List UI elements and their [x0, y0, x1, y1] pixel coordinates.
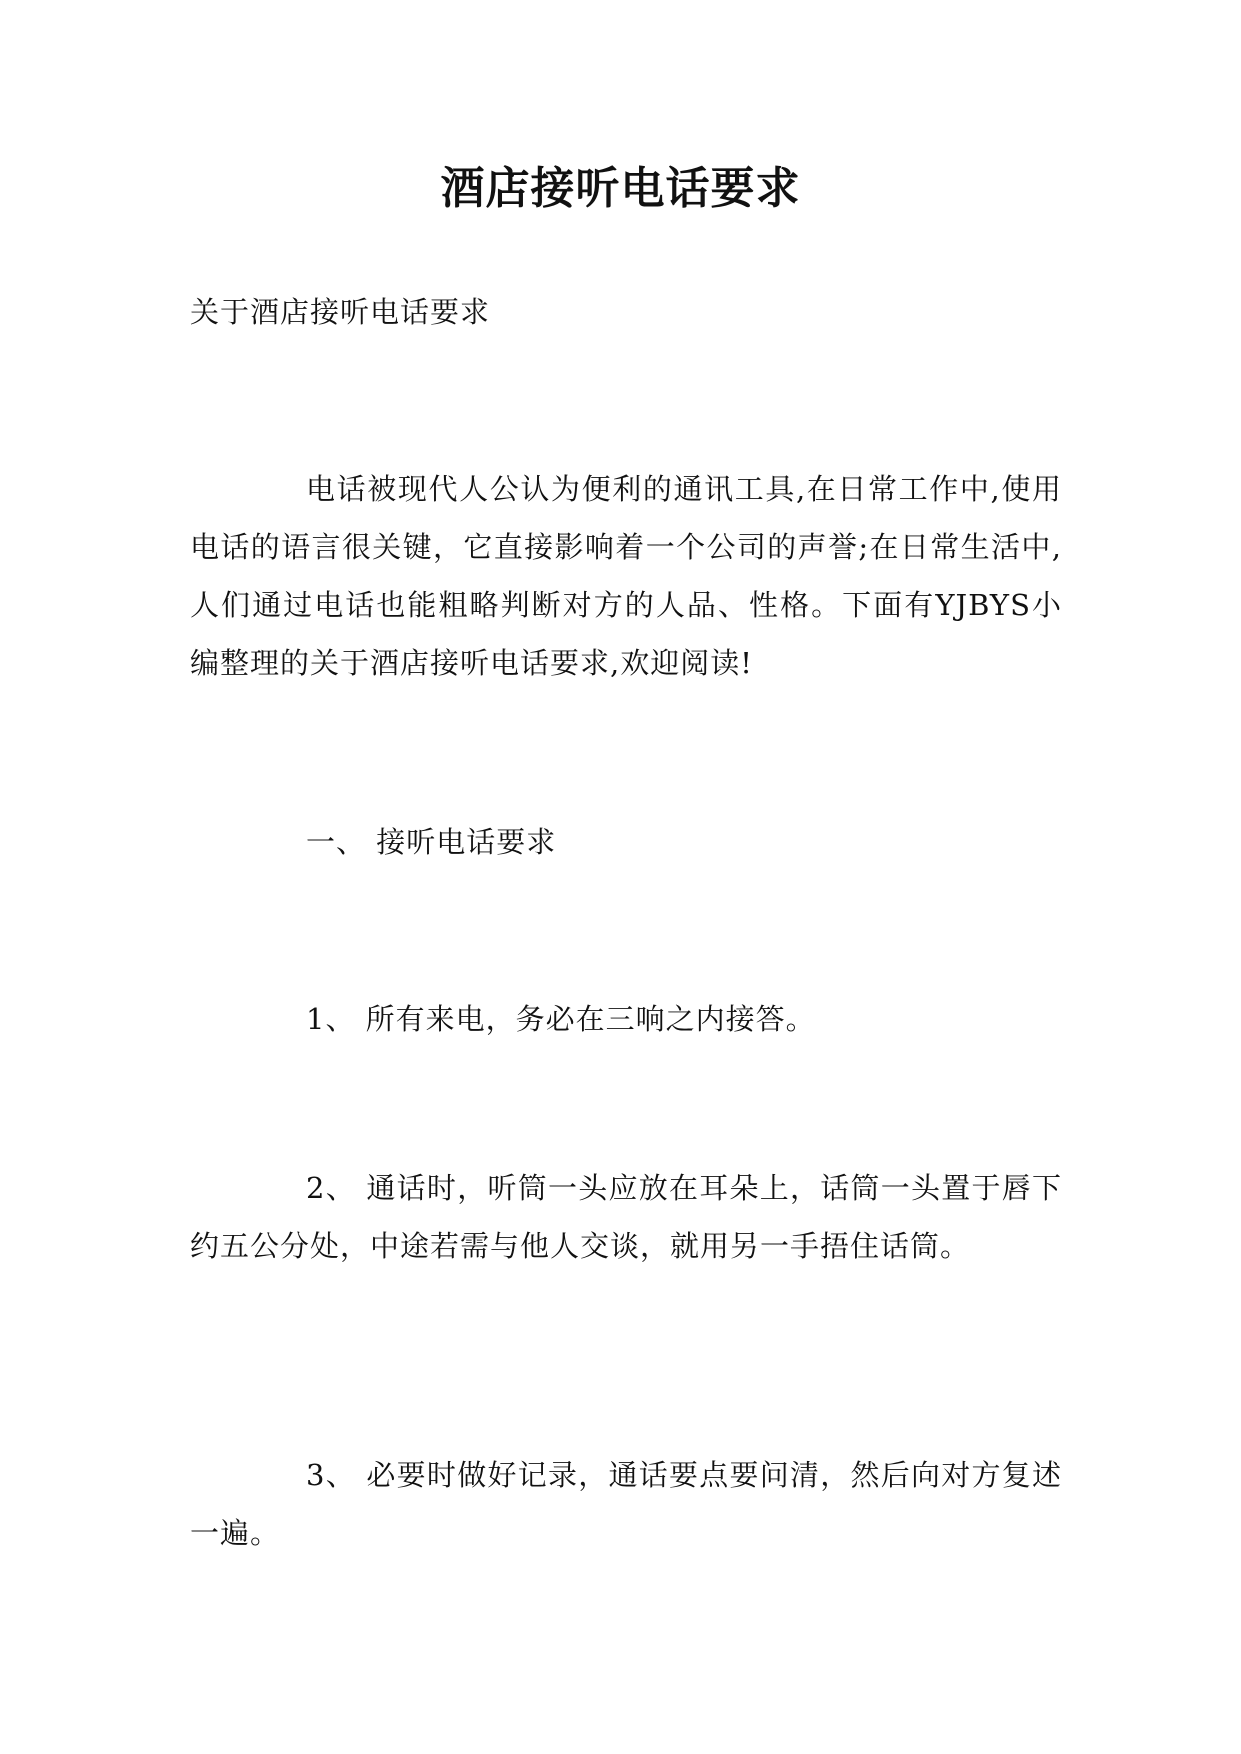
- document-subtitle: 关于酒店接听电话要求: [190, 295, 491, 329]
- list-item: 3、 必要时做好记录，通话要点要问清，然后向对方复述一遍。: [190, 1458, 1062, 1550]
- section-heading: 一、 接听电话要求: [306, 825, 557, 859]
- document-title: 酒店接听电话要求: [440, 163, 801, 214]
- list-item: 1、 所有来电，务必在三响之内接答。: [306, 1002, 816, 1036]
- list-item: 2、 通话时，听筒一头应放在耳朵上，话筒一头置于唇下约五公分处，中途若需与他人交谈，就用另一手捂住话筒。: [190, 1171, 1062, 1263]
- intro-paragraph: 电话被现代人公认为便利的通讯工具,在日常工作中,使用电话的语言很关键，它直接影响着一个公司的声誉;在日常生活中,人们通过电话也能粗略判断对方的人品、性格。下面有YJBYS小编整理的关于酒店接听电话要求,欢迎阅读!: [190, 472, 1062, 680]
